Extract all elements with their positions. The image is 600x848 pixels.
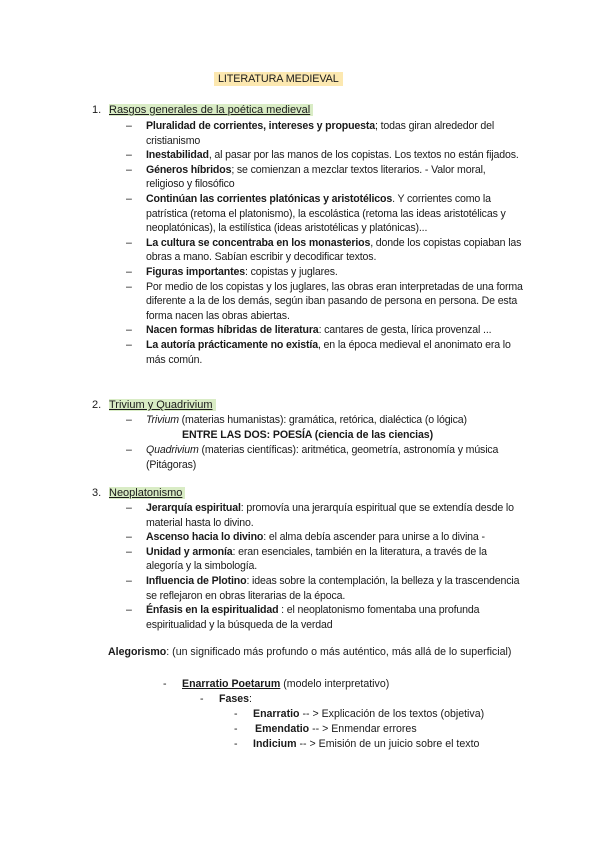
page-title: LITERATURA MEDIEVAL — [214, 72, 343, 86]
list-item: – Jerarquía espiritual: promovía una jerarquía espiritual que se extendía desde lo material hasta lo divino. — [126, 501, 526, 530]
section-number: 3. — [92, 487, 102, 499]
fases-label: Fases — [219, 693, 250, 705]
enarratio-poetarum-label: Enarratio Poetarum — [182, 678, 281, 690]
list-item: – Continúan las corrientes platónicas y aristotélicos. Y corrientes como la patrística (retoma el platonismo), la escolástica (retoma las ideas aristotélicas y neoplatónicas), la estilística (ideas aristotélicas y platónicas)... — [126, 192, 526, 236]
list-item: – Géneros híbridos; se comienzan a mezclar textos literarios. - Valor moral, religioso y filosófico — [126, 163, 526, 192]
section-2-list-b — [126, 443, 526, 472]
section-3-list — [126, 501, 526, 632]
list-item: – Quadrivium (materias científicas): aritmética, geometría, astronomía y música (Pitágoras) — [126, 443, 526, 472]
list-item: – Figuras importantes: copistas y juglares. — [126, 265, 526, 280]
list-item: – Unidad y armonía: eran esenciales, también en la literatura, a través de la alegoría y la simbología. — [126, 545, 526, 574]
section-title: Trivium y Quadrivium — [109, 399, 216, 411]
list-item: – Trivium (materias humanistas): gramática, retórica, dialéctica (o lógica) — [126, 413, 526, 428]
section-1-list — [126, 119, 526, 367]
list-item: – Nacen formas híbridas de literatura: cantares de gesta, lírica provenzal ... — [126, 323, 526, 338]
alegorismo-label: Alegorismo — [108, 646, 167, 658]
alegorismo-paragraph: Alegorismo: (un significado más profundo o más auténtico, más allá de lo superficial) — [108, 646, 512, 658]
section-3-heading — [92, 486, 512, 501]
section-2-list-a — [126, 413, 526, 428]
document-page: LITERATURA MEDIEVAL 1. Rasgos generales de la poética medieval – Pluralidad de corrientes, intereses y propuesta; todas giran alrededor del cristianismo – Inestabilidad, al pasar por las manos de los copistas. Los textos no están fijados. – Géneros híbridos; se comienzan a mezclar textos literarios. - Valor moral, religioso y filosófico – Continúan las corrientes platónicas y aristotélicos. Y corrientes como la patrística (retoma el platonismo), la escolástica (retoma las ideas aristotélicas y neoplatónicas), la estilística (ideas aristotélicas y platónicas)... – La cultura se concentraba en los monasterios, donde los copistas copiaban las obras a mano. Sabían escribir y decodificar textos. – Figuras importantes: copistas y juglares. – Por medio de los copistas y los juglares, las obras eran interpretadas de una forma diferente a la de los demás, según iban pasando de persona en persona. De esta forma nacen las obras abiertas. – Nacen formas híbridas de literatura: cantares de gesta, lírica provenzal ... – La autoría prácticamente no existía, en la época medieval el anonimato era lo más común. 2. Trivium y Quadrivium – Trivium (materias humanistas): gramática, retórica, dialéctica (o lógica) ENTRE LAS DOS: POESÍA (ciencia de las ciencias) – Quadrivium (materias científicas): aritmética, geometría, astronomía y música (Pitágoras) 3. Neoplatonismo – Jerarquía espiritual: promovía una jerarquía espiritual que se extendía desde lo material hasta lo divino. – Ascenso hacia lo divino: el alma debía ascender para unirse a lo divina - – Unidad y armonía: eran esenciales, también en la literatura, a través de la alegoría y la simbología. – Influencia de Plotino: ideas sobre la contemplación, la belleza y la trascendencia se reflejaron en obras literarias de la época. – Énfasis en la espiritualidad : el neoplatonismo fomentaba una profunda espiritualidad y la búsqueda de la verdad Alegorismo: (un significado más profundo o más auténtico, más allá de lo superficial) - Enarratio Poetarum (modelo interpretativo) - Fases: - Enarratio -- > Explicación de los textos (objetiva) - Emendatio -- > Enmendar errores - Indicium -- > Emisión de un juicio sobre el texto — [0, 0, 600, 848]
list-item: – Énfasis en la espiritualidad : el neoplatonismo fomentaba una profunda espiritualidad y la búsqueda de la verdad — [126, 603, 526, 632]
list-item: – Por medio de los copistas y los juglares, las obras eran interpretadas de una forma diferente a la de los demás, según iban pasando de persona en persona. De esta forma nacen las obras abiertas. — [126, 280, 526, 324]
section-2-heading — [92, 398, 512, 413]
list-item: – Ascenso hacia lo divino: el alma debía ascender para unirse a lo divina - — [126, 530, 526, 545]
list-item: – Inestabilidad, al pasar por las manos de los copistas. Los textos no están fijados. — [126, 148, 526, 163]
section-1-heading — [92, 103, 512, 118]
section-title: Neoplatonismo — [109, 487, 185, 499]
section-title: Rasgos generales de la poética medieval — [109, 104, 313, 116]
list-item: – La cultura se concentraba en los monasterios, donde los copistas copiaban las obras a mano. Sabían escribir y decodificar textos. — [126, 236, 526, 265]
section-number: 1. — [92, 104, 102, 116]
list-item: – Pluralidad de corrientes, intereses y propuesta; todas giran alrededor del cristianismo — [126, 119, 526, 148]
list-item: – Influencia de Plotino: ideas sobre la contemplación, la belleza y la trascendencia se reflejaron en obras literarias de la época. — [126, 574, 526, 603]
list-item: – La autoría prácticamente no existía, en la época medieval el anonimato era lo más común. — [126, 338, 526, 367]
section-number: 2. — [92, 399, 102, 411]
poesia-note: ENTRE LAS DOS: POESÍA (ciencia de las ciencias) — [182, 429, 434, 441]
